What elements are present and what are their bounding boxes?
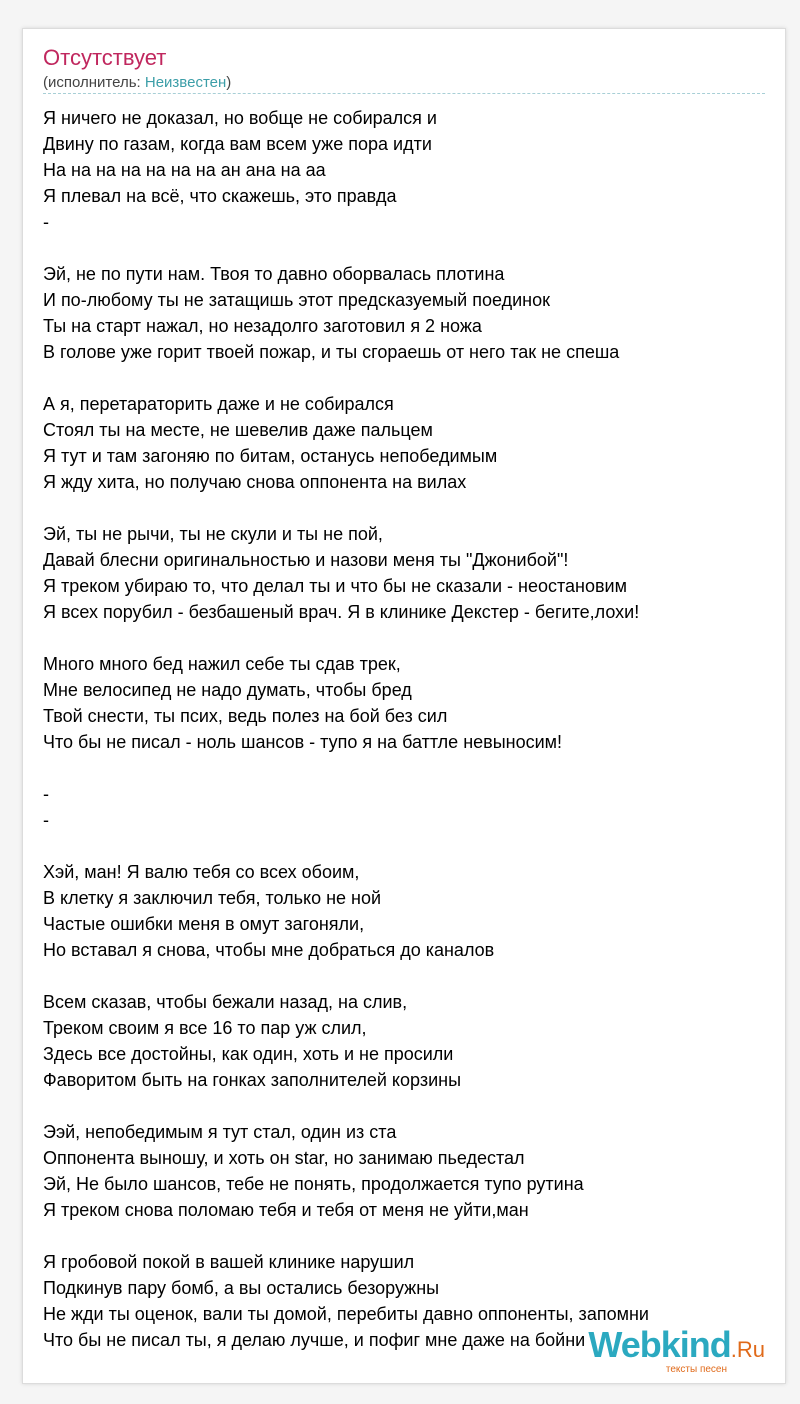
artist-link[interactable]: Неизвестен — [144, 74, 227, 91]
lyric-line: - — [43, 212, 49, 232]
lyric-line: Частые ошибки меня в омут загоняли, — [43, 914, 365, 934]
lyric-line: А я, перетараторить даже и не собирался — [43, 394, 394, 414]
lyric-line: Ээй, непобедимым я тут стал, один из ста — [43, 1122, 397, 1142]
lyric-line: Что бы не писал ты, я делаю лучше, и пофиг мне даже на бойни — [43, 1330, 586, 1350]
logo-tld: .Ru — [730, 1337, 765, 1362]
lyric-line: Я гробовой покой в вашей клинике нарушил — [43, 1252, 415, 1272]
lyric-line: Я тут и там загоняю по битам, останусь непобедимым — [43, 446, 498, 466]
lyric-line: На на на на на на на ан ана на аа — [43, 160, 326, 180]
lyric-line: Двину по газам, когда вам всем уже пора идти — [43, 134, 432, 154]
logo-tagline: тексты песен — [665, 1364, 727, 1375]
lyric-line: Я ничего не доказал, но вобще не собирался и — [43, 108, 437, 128]
artist-line — [43, 73, 231, 93]
lyric-line: Твой снести, ты псих, ведь полез на бой без сил — [43, 706, 448, 726]
lyric-line: И по-любому ты не затащишь этот предсказуемый поединок — [43, 290, 550, 310]
lyric-line: Хэй, ман! Я валю тебя со всех обоим, — [43, 862, 360, 882]
lyric-line: Эй, не по пути нам. Твоя то давно оборвалась плотина — [43, 264, 505, 284]
lyric-line: Я всех порубил - безбашеный врач. Я в клинике Декстер - бегите,лохи! — [43, 602, 640, 622]
lyric-line: Не жди ты оценок, вали ты домой, перебиты давно оппоненты, запомни — [43, 1304, 649, 1324]
lyric-line — [43, 755, 773, 781]
logo-wordmark — [588, 1324, 765, 1368]
lyric-line: - — [43, 784, 49, 804]
lyric-line: Я плевал на всё, что скажешь, это правда — [43, 186, 397, 206]
lyric-line — [43, 833, 773, 859]
artist-prefix: (исполнитель: — [43, 74, 145, 91]
lyric-line: Я жду хита, но получаю снова оппонента на вилах — [43, 472, 467, 492]
lyric-line: Эй, Не было шансов, тебе не понять, продолжается тупо рутина — [43, 1174, 584, 1194]
lyric-line: Всем сказав, чтобы бежали назад, на слив, — [43, 992, 408, 1012]
lyric-line: Стоял ты на месте, не шевелив даже пальцем — [43, 420, 433, 440]
lyric-line: Фаворитом быть на гонках заполнителей корзины — [43, 1070, 462, 1090]
lyric-line: Я треком снова поломаю тебя и тебя от меня не уйти,ман — [43, 1200, 529, 1220]
lyric-line: Треком своим я все 16 то пар уж слил, — [43, 1018, 367, 1038]
lyric-line — [43, 235, 773, 261]
lyric-line: Здесь все достойны, как один, хоть и не просили — [43, 1044, 454, 1064]
lyric-line — [43, 365, 773, 391]
lyric-line: Мне велосипед не надо думать, чтобы бред — [43, 680, 412, 700]
lyrics-card — [22, 28, 786, 1384]
lyric-line — [43, 495, 773, 521]
lyric-line — [43, 963, 773, 989]
lyric-line: Что бы не писал - ноль шансов - тупо я на баттле невыносим! — [43, 732, 563, 752]
lyric-line: Подкинув пару бомб, а вы остались безоружны — [43, 1278, 440, 1298]
lyrics-body — [43, 105, 773, 1353]
lyric-line: Эй, ты не рычи, ты не скули и ты не пой, — [43, 524, 383, 544]
artist-suffix: ) — [226, 74, 232, 91]
lyric-line: Но вставал я снова, чтобы мне добраться до каналов — [43, 940, 495, 960]
lyric-line: Я треком убираю то, что делал ты и что бы не сказали - неостановим — [43, 576, 627, 596]
lyric-line — [43, 1093, 773, 1119]
header-divider — [43, 93, 765, 94]
lyric-line — [43, 625, 773, 651]
logo-main-text: Webkind — [588, 1324, 731, 1365]
lyric-line: Ты на старт нажал, но незадолго заготовил я 2 ножа — [43, 316, 482, 336]
song-title: Отсутствует — [43, 45, 167, 70]
lyric-line: В клетку я заключил тебя, только не ной — [43, 888, 382, 908]
lyric-line: Много много бед нажил себе ты сдав трек, — [43, 654, 401, 674]
lyric-line: Давай блесни оригинальностью и назови меня ты "Джонибой"! — [43, 550, 569, 570]
lyric-line: Оппонента выношу, и хоть он star, но занимаю пьедестал — [43, 1148, 525, 1168]
lyric-line: - — [43, 810, 49, 830]
lyric-line: В голове уже горит твоей пожар, и ты сгораешь от него так не спеша — [43, 342, 620, 362]
site-logo[interactable] — [588, 1324, 765, 1375]
lyric-line — [43, 1223, 773, 1249]
